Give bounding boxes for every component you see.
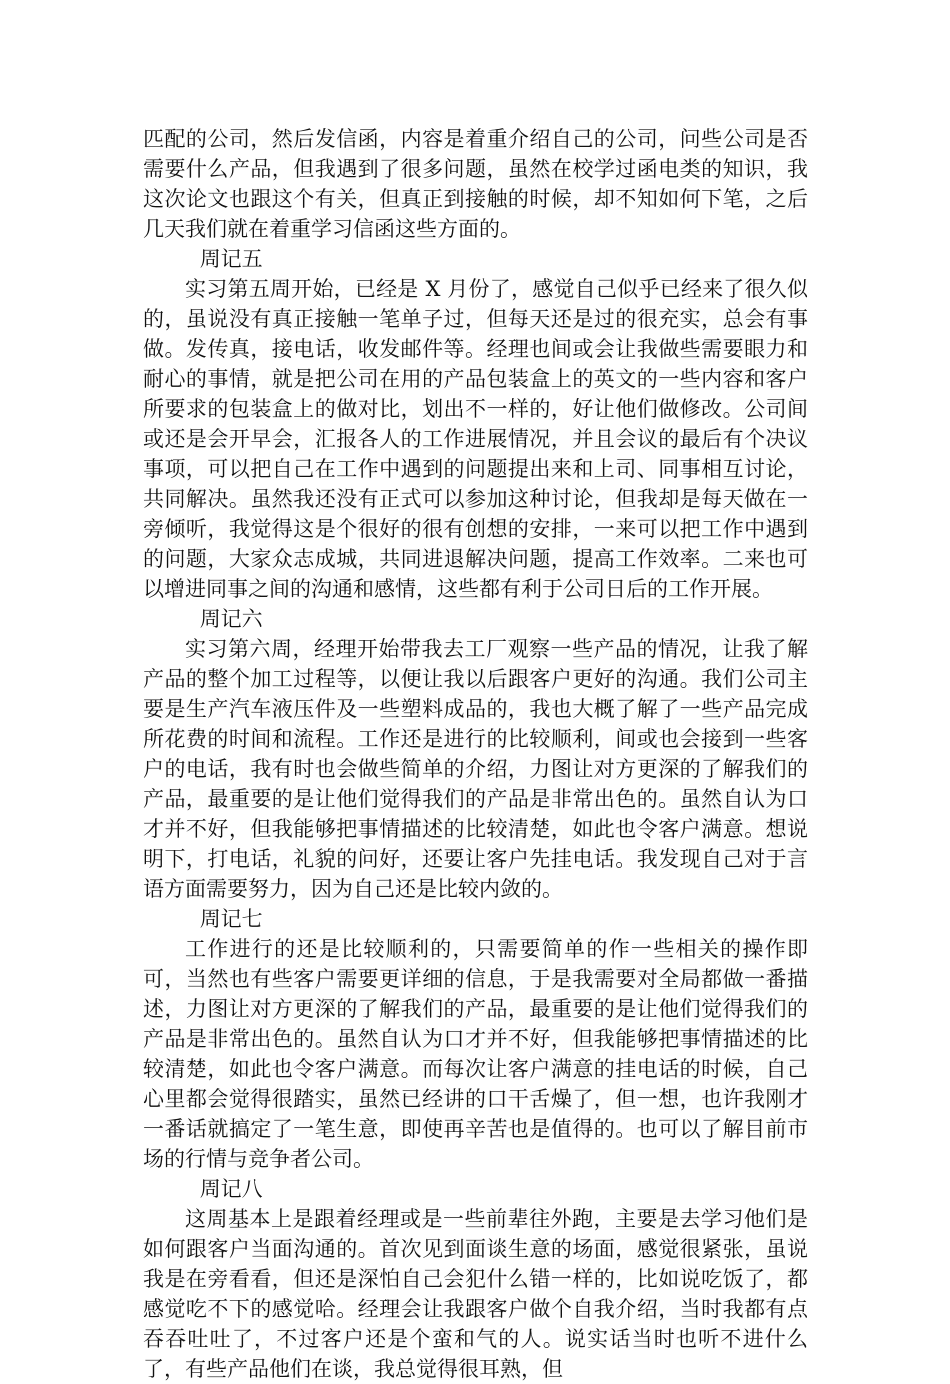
paragraph-week-5: 实习第五周开始，已经是 X 月份了，感觉自己似乎已经来了很久似的，虽说没有真正接触一笔单子过，但每天还是过的很充实，总会有事做。发传真，接电话，收发邮件等。经理也间或会让我做些需要眼力和耐心的事情，就是把公司在用的产品包装盒上的英文的一些内容和客户所要求的包装盒上的做对比，划出不一样的，好让他们做修改。公司间或还是会开早会，汇报各人的工作进展情况，并且会议的最后有个决议事项，可以把自己在工作中遇到的问题提出来和上司、同事相互讨论，共同解决。虽然我还没有正式可以参加这种讨论，但我却是每天做在一旁倾听，我觉得这是个很好的很有创想的安排，一来可以把工作中遇到的问题，大家众志成城，共同进退解决问题，提高工作效率。二来也可以增进同事之间的沟通和感情，这些都有利于公司日后的工作开展。 [143, 277, 808, 601]
heading-week-8: 周记八 [199, 1177, 263, 1201]
paragraph-week-6: 实习第六周，经理开始带我去工厂观察一些产品的情况，让我了解产品的整个加工过程等，以便让我以后跟客户更好的沟通。我们公司主要是生产汽车液压件及一些塑料成品的，我也大概了解了一些产品完成所花费的时间和流程。工作还是进行的比较顺利，间或也会接到一些客户的电话，我有时也会做些简单的介绍，力图让对方更深的了解我们的产品，最重要的是让他们觉得我们的产品是非常出色的。虽然自认为口才并不好，但我能够把事情描述的比较清楚，如此也令客户满意。想说明下，打电话，礼貌的问好，还要让客户先挂电话。我发现自己对于言语方面需要努力，因为自己还是比较内敛的。 [143, 637, 808, 901]
heading-week-6: 周记六 [199, 607, 263, 631]
document-page [143, 124, 808, 1384]
paragraph-week-8: 这周基本上是跟着经理或是一些前辈往外跑，主要是去学习他们是如何跟客户当面沟通的。首次见到面谈生意的场面，感觉很紧张，虽说我是在旁看看，但还是深怕自己会犯什么错一样的，比如说吃饭了，都感觉吃不下的感觉哈。经理会让我跟客户做个自我介绍，当时我都有点吞吞吐吐了，不过客户还是个蛮和气的人。说实话当时也听不进什么了，有些产品他们在谈，我总觉得很耳熟，但 [143, 1207, 808, 1381]
paragraph-week-7: 工作进行的还是比较顺利的，只需要简单的作一些相关的操作即可，当然也有些客户需要更详细的信息，于是我需要对全局都做一番描述，力图让对方更深的了解我们的产品，最重要的是让他们觉得我们的产品是非常出色的。虽然自认为口才并不好，但我能够把事情描述的比较清楚，如此也令客户满意。而每次让客户满意的挂电话的时候，自己心里都会觉得很踏实，虽然已经讲的口干舌燥了，但一想，也许我刚才一番话就搞定了一笔生意，即使再辛苦也是值得的。也可以了解目前市场的行情与竞争者公司。 [143, 937, 808, 1171]
paragraph-intro-continuation: 匹配的公司，然后发信函，内容是着重介绍自己的公司，问些公司是否需要什么产品，但我遇到了很多问题，虽然在校学过函电类的知识，我这次论文也跟这个有关，但真正到接触的时候，却不知如何下笔，之后几天我们就在着重学习信函这些方面的。 [143, 127, 808, 241]
heading-week-7: 周记七 [199, 907, 263, 931]
heading-week-5: 周记五 [199, 247, 263, 271]
